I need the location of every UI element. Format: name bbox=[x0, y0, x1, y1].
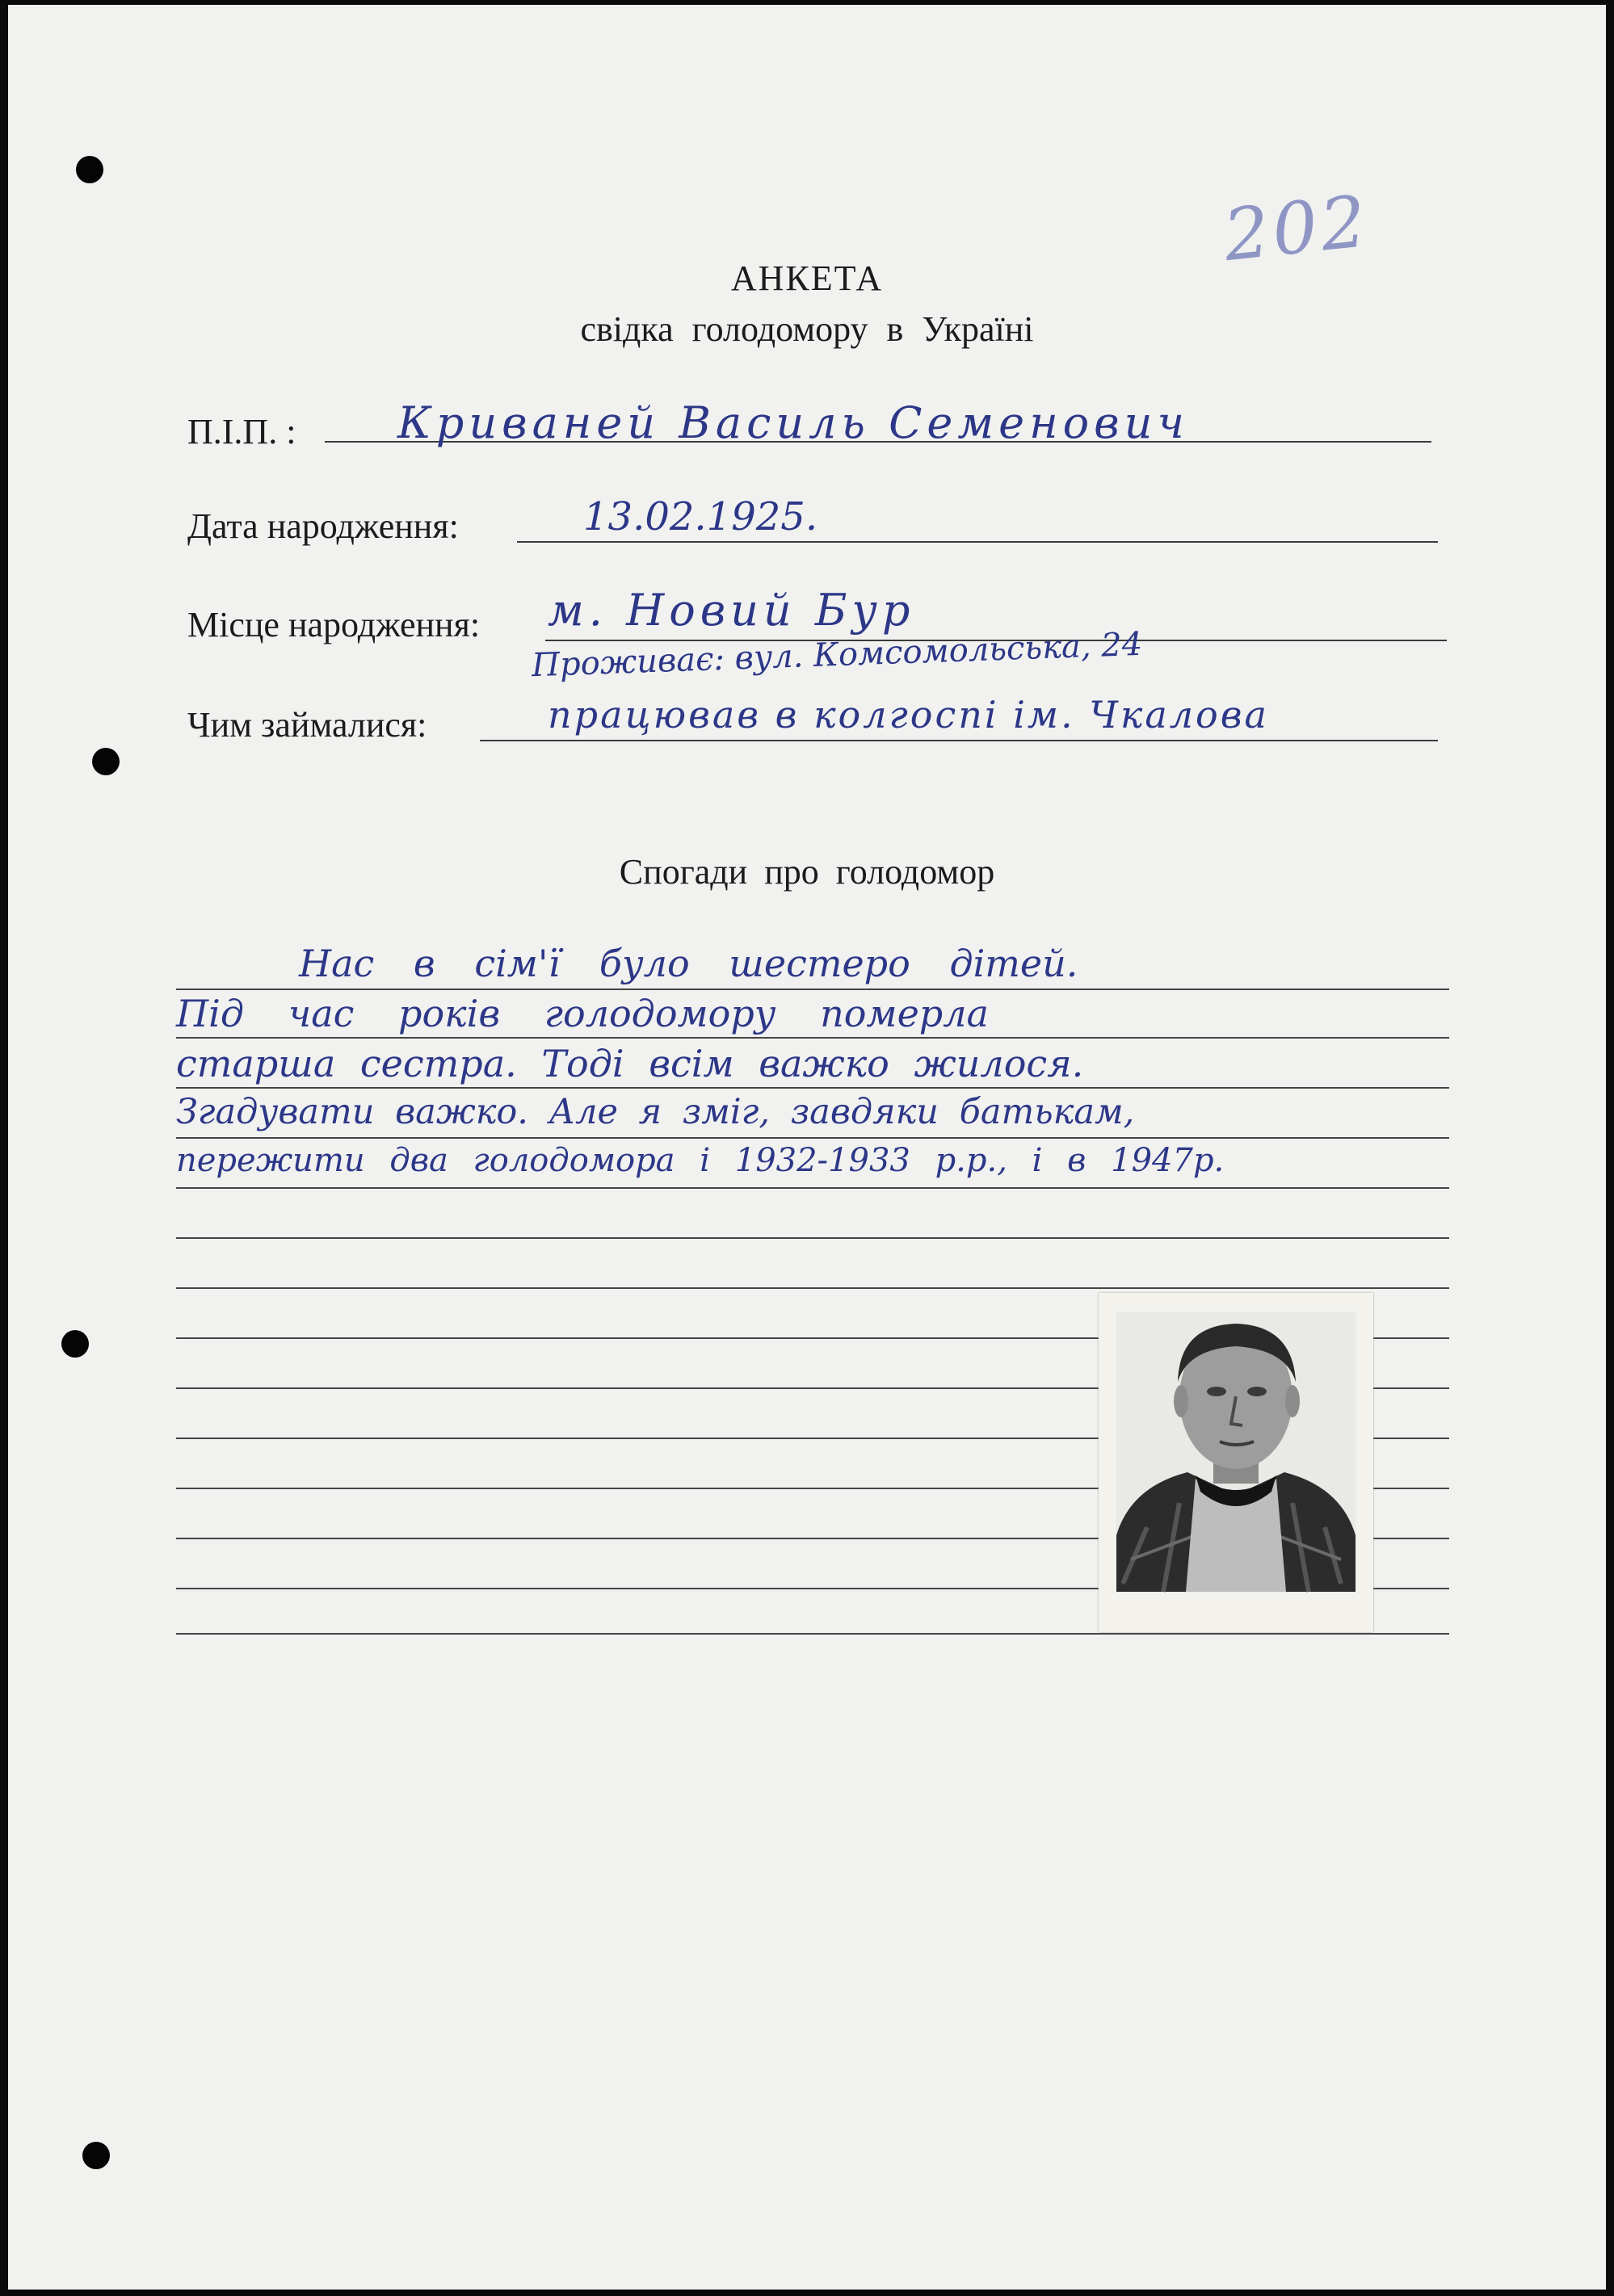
memoir-line-2: Під час років голодомору померла bbox=[176, 992, 989, 1035]
birth-place-value: м. Новий Бур bbox=[548, 585, 915, 636]
ruled-line bbox=[176, 1087, 1449, 1089]
ruled-line bbox=[176, 988, 1449, 990]
memoirs-heading: Спогади про голодомор bbox=[619, 852, 995, 892]
name-label: П.І.П. : bbox=[187, 412, 296, 451]
birth-date-label: Дата народження: bbox=[187, 506, 459, 546]
binder-hole-2 bbox=[92, 748, 120, 775]
occupation-value: працював в колгоспі ім. Чкалова bbox=[548, 693, 1269, 737]
birth-place-label: Місце народження: bbox=[187, 605, 481, 644]
questionnaire-sheet bbox=[8, 5, 1606, 2290]
binder-hole-3 bbox=[61, 1330, 89, 1358]
ruled-line bbox=[176, 1137, 1449, 1139]
birth-date-value: 13.02.1925. bbox=[583, 494, 818, 539]
binder-hole-1 bbox=[76, 156, 103, 183]
ruled-line bbox=[176, 1187, 1449, 1189]
ruled-line bbox=[176, 1037, 1449, 1039]
form-title: АНКЕТА bbox=[730, 258, 884, 298]
memoir-line-1: Нас в сім'ї було шестеро дітей. bbox=[299, 942, 1078, 985]
ruled-line bbox=[176, 1287, 1449, 1289]
ruled-line bbox=[176, 1237, 1449, 1239]
form-subtitle: свідка голодомору в Україні bbox=[580, 309, 1034, 349]
portrait-image bbox=[1099, 1293, 1373, 1632]
occupation-underline bbox=[480, 740, 1438, 741]
memoir-line-4: Згадувати важко. Але я зміг, завдяки батькам, bbox=[176, 1092, 1135, 1132]
portrait-photo bbox=[1099, 1293, 1373, 1632]
handwritten-page-number: 202 bbox=[1220, 178, 1373, 278]
occupation-label: Чим займалися: bbox=[187, 705, 427, 745]
residence-note: Проживає: вул. Комсомольська, 24 bbox=[531, 625, 1143, 685]
binder-hole-4 bbox=[82, 2142, 110, 2169]
birth-date-underline bbox=[517, 541, 1438, 543]
name-value: Криваней Василь Семенович bbox=[397, 397, 1189, 448]
ruled-line bbox=[176, 1633, 1449, 1635]
memoir-line-3: старша сестра. Тоді всім важко жилося. bbox=[176, 1042, 1084, 1085]
memoir-line-5: пережити два голодомора і 1932-1933 р.р., і в 1947р. bbox=[176, 1142, 1225, 1179]
